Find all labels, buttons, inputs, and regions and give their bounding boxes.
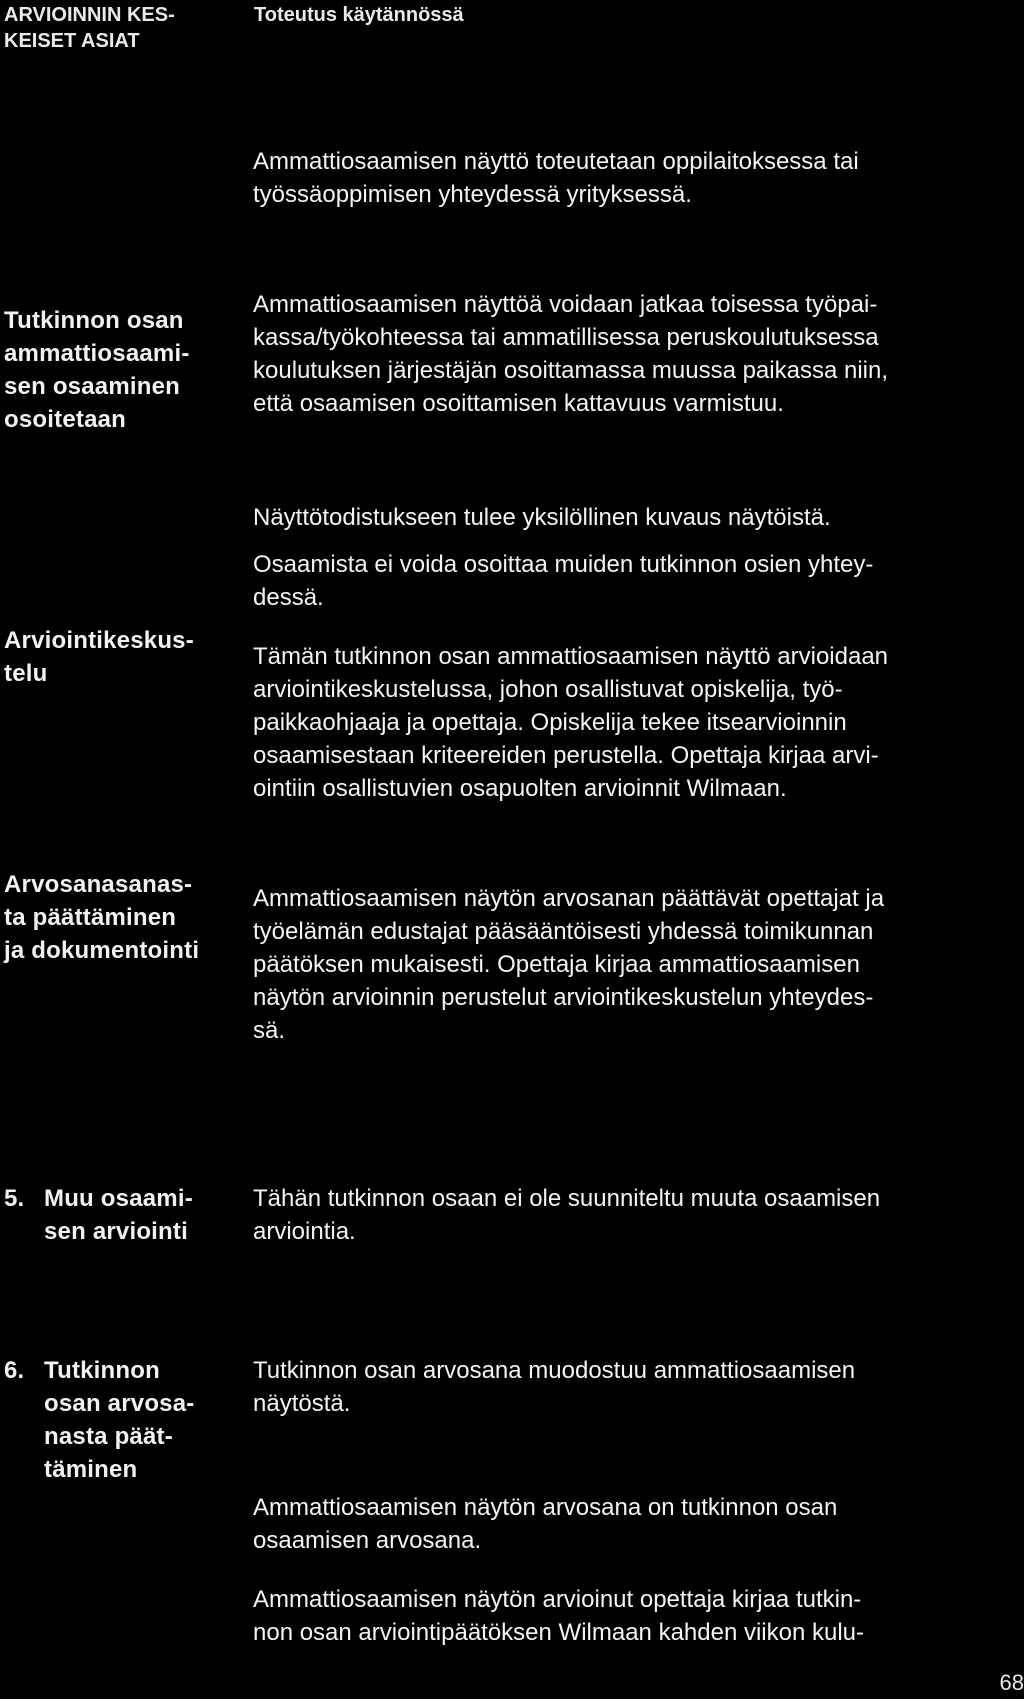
text-line: arviointikeskustelussa, johon osallistuvat opiskelija, työ- [253, 676, 843, 703]
label-tutkinnon-osan-osaaminen [4, 304, 244, 436]
text-line: arviointia. [253, 1218, 356, 1245]
text-line: kassa/työkohteessa tai ammatillisessa peruskoulutuksessa [253, 324, 879, 351]
label-line: sen osaaminen [4, 373, 181, 400]
text-arvosana-dokumentointi [253, 882, 1023, 1047]
text-line: osaamisestaan kriteereiden perustella. Opettaja kirjaa arvi- [253, 742, 879, 769]
header-line: KEISET ASIAT [4, 30, 140, 52]
text-nayttotodistus [253, 501, 1023, 534]
label-line: Arvosanasanas- [4, 871, 193, 898]
label-arvosana-dokumentointi [4, 868, 244, 967]
text-line: Ammattiosaamisen näyttöä voidaan jatkaa toisessa työpai- [253, 291, 878, 318]
text-line: työssäoppimisen yhteydessä yrityksessä. [253, 181, 692, 208]
section-number: 5. [4, 1185, 25, 1212]
text-line: Osaamista ei voida osoittaa muiden tutkinnon osien yhtey- [253, 551, 874, 578]
text-line: Ammattiosaamisen näyttö toteutetaan oppilaitoksessa tai [253, 148, 859, 175]
page-number: 68 [999, 1670, 1024, 1695]
label-line: ja dokumentointi [4, 937, 200, 964]
text-line: sä. [253, 1017, 286, 1044]
text-osaamista-ei-voida [253, 548, 1023, 614]
text-arviointipaatos [253, 1583, 1023, 1649]
text-line: Tutkinnon osan arvosana muodostuu ammattiosaamisen [253, 1357, 856, 1384]
text-line: näytön arvioinnin perustelut arviointikeskustelun yhteydes- [253, 984, 874, 1011]
header-column-1 [4, 2, 244, 54]
text-line: työelämän edustajat pääsääntöisesti yhdessä toimikunnan [253, 918, 874, 945]
text-line: että osaamisen osoittamisen kattavuus varmistuu. [253, 390, 784, 417]
section-number: 6. [4, 1357, 25, 1384]
label-arvosanasta-paattaminen [0, 1354, 244, 1494]
label-line: osan arvosa- [44, 1390, 195, 1417]
text-line: näytöstä. [253, 1390, 351, 1417]
text-arvosana-muodostuu [253, 1354, 1023, 1420]
text-line: dessä. [253, 584, 324, 611]
text-line: paikkaohjaaja ja opettaja. Opiskelija tekee itsearvioinnin [253, 709, 847, 736]
text-line: koulutuksen järjestäjän osoittamassa muussa paikassa niin, [253, 357, 889, 384]
label-line: täminen [44, 1456, 138, 1483]
header-line: ARVIOINNIN KES- [4, 4, 175, 26]
label-line: ammattiosaami- [4, 340, 190, 367]
text-line: Ammattiosaamisen näytön arvosana on tutkinnon osan [253, 1494, 838, 1521]
label-line: Muu osaami- [44, 1185, 193, 1212]
section-title [44, 1354, 194, 1486]
text-arviointikeskustelu [253, 640, 1023, 805]
text-line: non osan arviointipäätöksen Wilmaan kahden viikon kulu- [253, 1619, 865, 1646]
text-tutkinnon-osan-osaaminen [253, 288, 1023, 420]
label-line: Arviointikeskus- [4, 627, 194, 654]
section-title [44, 1182, 193, 1248]
label-line: ta päättäminen [4, 904, 177, 931]
text-line: päätöksen mukaisesti. Opettaja kirjaa ammattiosaamisen [253, 951, 860, 978]
label-line: Tutkinnon osan [4, 307, 184, 334]
text-line: Näyttötodistukseen tulee yksilöllinen kuvaus näytöistä. [253, 504, 831, 531]
label-line: Tutkinnon [44, 1357, 160, 1384]
header-column-2 [254, 2, 464, 28]
text-naytton-arvosana [253, 1491, 1023, 1557]
text-line: Tämän tutkinnon osan ammattiosaamisen näyttö arvioidaan [253, 643, 889, 670]
label-line: nasta päät- [44, 1423, 173, 1450]
label-arviointikeskustelu [4, 624, 244, 690]
label-line: telu [4, 660, 48, 687]
header-line: Toteutus käytännössä [254, 4, 464, 26]
label-line: osoitetaan [4, 406, 127, 433]
label-line: sen arviointi [44, 1218, 188, 1245]
text-line: osaamisen arvosana. [253, 1527, 482, 1554]
label-muu-osaaminen [0, 1182, 244, 1252]
text-line: ointiin osallistuvien osapuolten arvioinnit Wilmaan. [253, 775, 787, 802]
text-muu-osaaminen [253, 1182, 1023, 1248]
text-line: Ammattiosaamisen näytön arvioinut opettaja kirjaa tutkin- [253, 1586, 862, 1613]
text-line: Tähän tutkinnon osaan ei ole suunniteltu muuta osaamisen [253, 1185, 881, 1212]
text-line: Ammattiosaamisen näytön arvosanan päättävät opettajat ja [253, 885, 885, 912]
intro-text [253, 145, 1023, 211]
